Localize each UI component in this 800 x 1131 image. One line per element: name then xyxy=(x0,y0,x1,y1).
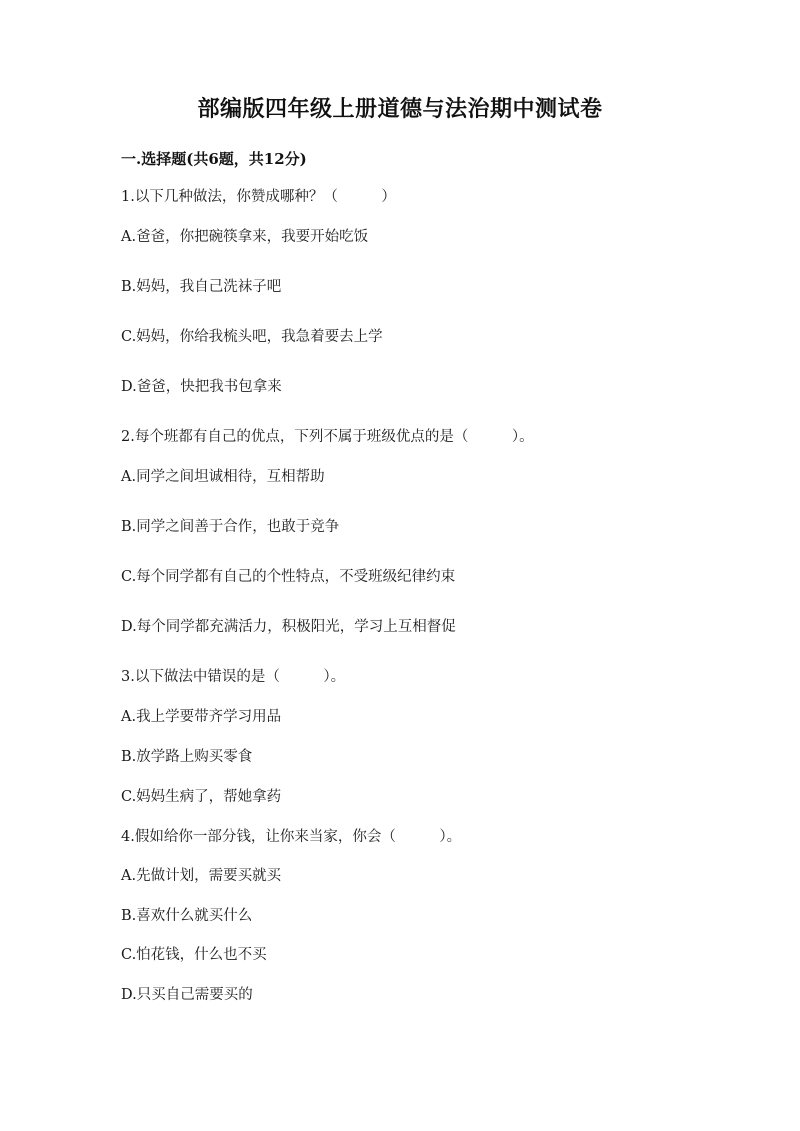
question-3-stem: 3.以下做法中错误的是（ ）。 xyxy=(121,669,346,685)
question-4-option-a: A.先做计划，需要买就买 xyxy=(121,868,282,884)
question-2-option-c: C.每个同学都有自己的个性特点，不受班级纪律约束 xyxy=(121,569,456,585)
question-2-stem: 2.每个班都有自己的优点，下列不属于班级优点的是（ ）。 xyxy=(121,429,534,445)
question-2-option-b: B.同学之间善于合作，也敢于竞争 xyxy=(121,519,340,535)
question-4-option-c: C.怕花钱，什么也不买 xyxy=(121,947,267,963)
page-title: 部编版四年级上册道德与法治期中测试卷 xyxy=(197,96,603,122)
question-3-option-b: B.放学路上购买零食 xyxy=(121,749,253,765)
section-heading: 一.选择题(共6题，共12分) xyxy=(121,150,307,168)
question-4-option-d: D.只买自己需要买的 xyxy=(121,987,253,1003)
question-1-option-a: A.爸爸，你把碗筷拿来，我要开始吃饭 xyxy=(121,229,369,245)
question-3-option-c: C.妈妈生病了，帮她拿药 xyxy=(121,789,282,805)
question-2-option-a: A.同学之间坦诚相待，互相帮助 xyxy=(121,469,325,485)
question-1-option-c: C.妈妈，你给我梳头吧，我急着要去上学 xyxy=(121,329,383,345)
question-4-option-b: B.喜欢什么就买什么 xyxy=(121,908,253,924)
question-1-option-d: D.爸爸，快把我书包拿来 xyxy=(121,379,282,395)
question-1-stem: 1.以下几种做法，你赞成哪种？（ ） xyxy=(121,189,396,205)
question-1-option-b: B.妈妈，我自己洗袜子吧 xyxy=(121,279,282,295)
question-4-stem: 4.假如给你一部分钱，让你来当家，你会（ ）。 xyxy=(121,829,462,845)
question-3-option-a: A.我上学要带齐学习用品 xyxy=(121,709,282,725)
question-2-option-d: D.每个同学都充满活力，积极阳光，学习上互相督促 xyxy=(121,619,456,635)
